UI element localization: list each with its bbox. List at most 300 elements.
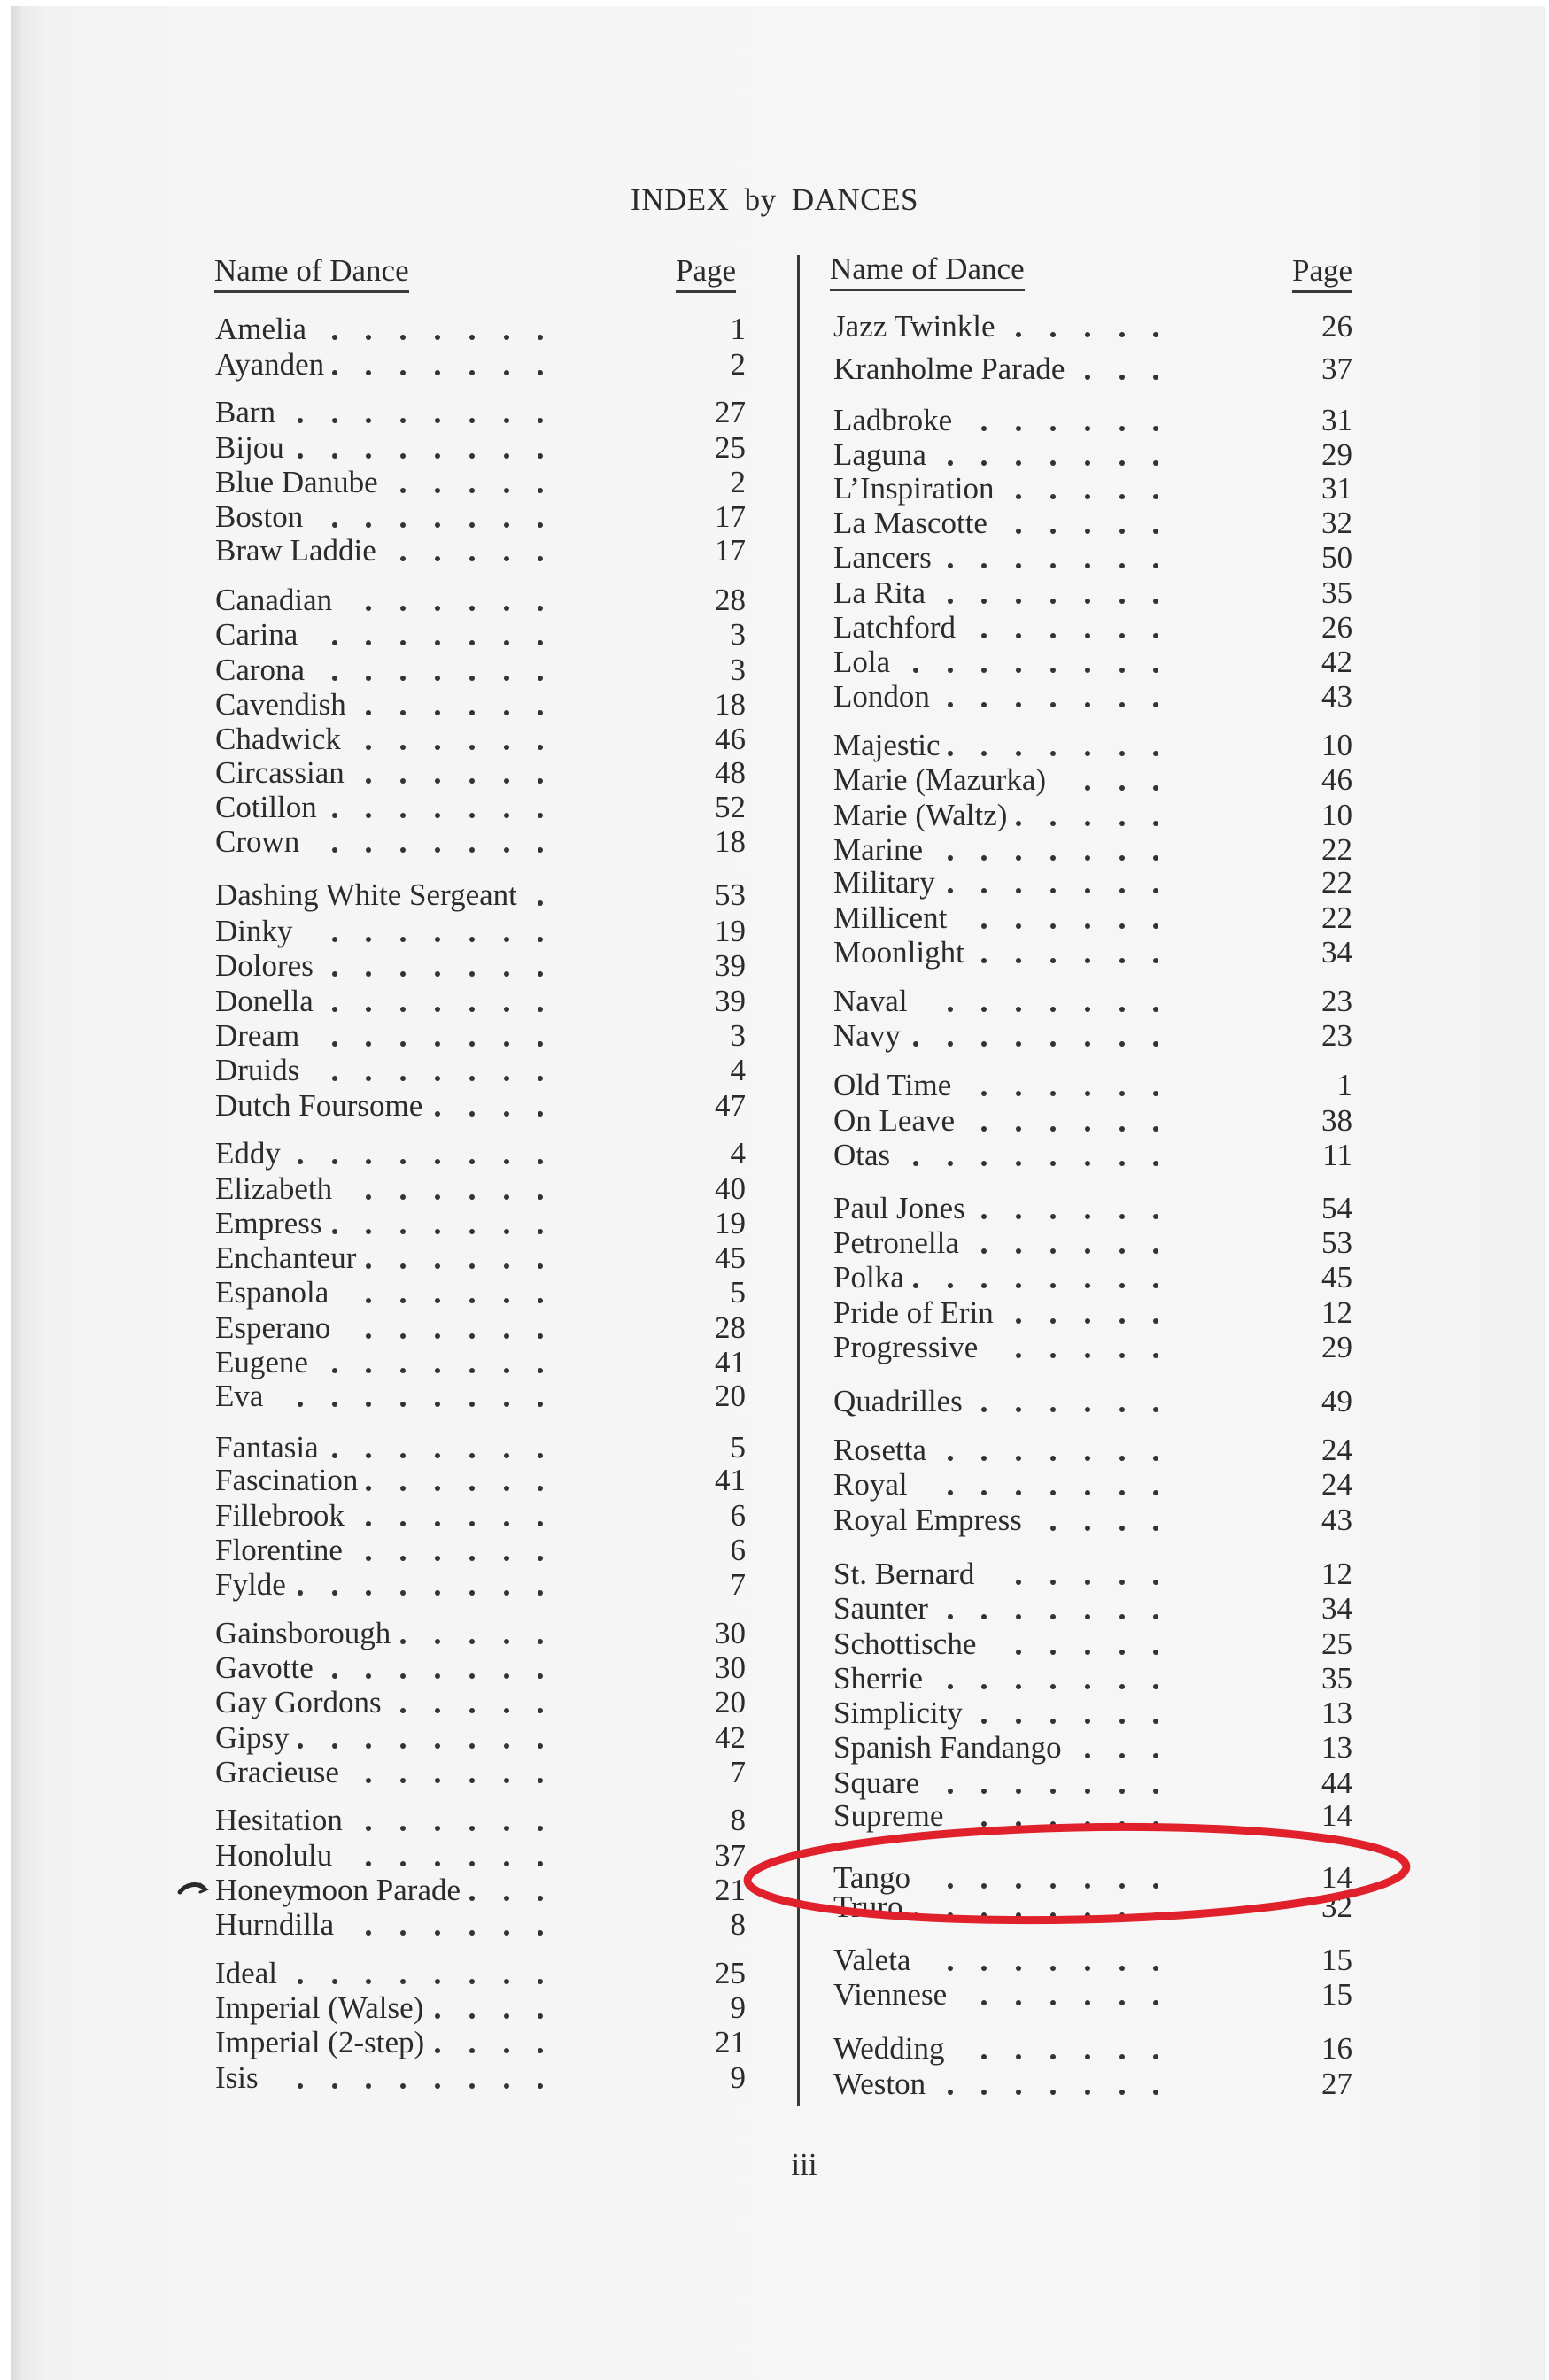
leader-dot <box>400 453 406 459</box>
leader-dot <box>1016 855 1021 861</box>
leader-dot <box>366 710 371 715</box>
leader-dot <box>469 1402 475 1407</box>
index-entry <box>215 687 746 722</box>
page-number-value: 14 <box>1321 1860 1352 1895</box>
leader-dot <box>1085 1161 1090 1166</box>
leader-dot <box>366 1298 371 1303</box>
page-number-value: 24 <box>1321 1433 1352 1467</box>
page-number-value: 5 <box>730 1275 746 1310</box>
leader-dot <box>469 1007 475 1012</box>
page-number-value: 6 <box>730 1498 746 1533</box>
dance-name: L’Inspiration <box>833 471 995 506</box>
leader-dot <box>435 335 440 340</box>
leader-dot <box>469 2013 475 2019</box>
leader-dot <box>469 1333 475 1339</box>
leader-dot <box>1119 1789 1125 1794</box>
leader-dot <box>1085 2000 1090 2005</box>
leader-dot <box>948 1456 953 1461</box>
page-number-value: 28 <box>715 583 746 617</box>
leader-dot <box>1050 1091 1056 1096</box>
leader-dot <box>1153 1614 1158 1619</box>
leader-dot <box>400 813 406 818</box>
leader-dot <box>538 488 543 493</box>
leader-dot <box>1153 375 1158 380</box>
leader-dot <box>1016 426 1021 431</box>
leader-dot <box>1085 529 1090 534</box>
leader-dot <box>332 1590 337 1596</box>
leader-dot <box>1050 460 1056 466</box>
leader-dot <box>1119 1753 1125 1758</box>
leader-dot <box>400 1979 406 1984</box>
leader-dot <box>400 1486 406 1491</box>
leader-dot <box>400 1673 406 1679</box>
leader-dot <box>298 1590 303 1596</box>
leader-dot <box>538 1453 543 1458</box>
leader-dot <box>469 2048 475 2053</box>
index-entry <box>833 1467 1352 1503</box>
leader-dot <box>332 1673 337 1679</box>
page-number-value: 46 <box>715 722 746 756</box>
leader-dot <box>981 1966 987 1971</box>
leader-dot <box>435 370 440 375</box>
leader-dot <box>1050 888 1056 893</box>
dance-name: Otas <box>833 1138 891 1172</box>
dance-name: Ladbroke <box>833 403 953 437</box>
leader-dot <box>1085 460 1090 466</box>
leader-dot <box>1085 855 1090 861</box>
leader-dot <box>538 1673 543 1679</box>
page-number-value: 42 <box>715 1720 746 1755</box>
leader-dot <box>1153 1456 1158 1461</box>
page-number-value: 27 <box>715 395 746 429</box>
leader-dot <box>504 1708 509 1713</box>
leader-dot <box>469 1778 475 1783</box>
page-number-value: 41 <box>715 1463 746 1497</box>
leader-dot <box>1153 702 1158 707</box>
leader-dot <box>400 335 406 340</box>
leader-dot <box>1085 1126 1090 1132</box>
leader-dot <box>1050 1407 1056 1412</box>
leader-dot <box>435 1861 440 1866</box>
leader-dot <box>1016 1353 1021 1358</box>
leader-dot <box>1153 821 1158 826</box>
leader-dot <box>400 606 406 611</box>
index-entry <box>215 1345 746 1380</box>
leader-dot <box>1119 1283 1125 1288</box>
leader-dot <box>435 418 440 423</box>
leader-dot <box>435 1590 440 1596</box>
dance-name: Weston <box>833 2067 926 2101</box>
leader-dot <box>366 745 371 750</box>
dance-name: Military <box>833 865 935 900</box>
leader-dot <box>400 710 406 715</box>
leader-dot <box>1153 426 1158 431</box>
leader-dot <box>1119 668 1125 673</box>
leader-dot <box>948 751 953 756</box>
leader-dot <box>469 606 475 611</box>
dance-name: Kranholme Parade <box>833 352 1065 386</box>
dance-name: Dutch Foursome <box>215 1088 423 1123</box>
leader-dot <box>981 751 987 756</box>
leader-dot <box>504 2048 509 2053</box>
leader-dot <box>538 1896 543 1901</box>
dance-name: Rosetta <box>833 1433 926 1467</box>
leader-dot <box>298 1979 303 1984</box>
page-number-value: 13 <box>1321 1696 1352 1730</box>
leader-dot <box>538 1111 543 1117</box>
leader-dot <box>981 1614 987 1619</box>
leader-dot <box>1050 958 1056 963</box>
leader-dot <box>948 855 953 861</box>
page-number-value: 20 <box>715 1379 746 1413</box>
dance-name: Donella <box>215 984 314 1018</box>
page-number-value: 27 <box>1321 2067 1352 2101</box>
leader-dot <box>435 937 440 942</box>
page-number-value: 22 <box>1321 832 1352 867</box>
dance-name: Marie (Mazurka) <box>833 762 1047 797</box>
leader-dot <box>1153 785 1158 791</box>
leader-dot <box>435 676 440 681</box>
page-number-value: 17 <box>715 533 746 568</box>
leader-dot <box>1050 1353 1056 1358</box>
leader-dot <box>435 1826 440 1831</box>
leader-dot <box>1153 855 1158 861</box>
dance-name: Honeymoon Parade <box>215 1873 461 1907</box>
leader-dot <box>332 640 337 645</box>
index-entry <box>833 309 1352 344</box>
leader-dot <box>1119 1719 1125 1724</box>
leader-dot <box>1050 668 1056 673</box>
leader-dot <box>1153 599 1158 604</box>
leader-dot <box>1016 494 1021 499</box>
leader-dot <box>1016 1912 1021 1918</box>
leader-dot <box>400 1007 406 1012</box>
page-number-value: 5 <box>730 1430 746 1464</box>
leader-dot <box>1119 633 1125 638</box>
leader-dot <box>504 1896 509 1901</box>
leader-dot <box>1016 1789 1021 1794</box>
leader-dot <box>1085 1091 1090 1096</box>
index-entry <box>215 1206 746 1241</box>
leader-dot <box>1085 1007 1090 1012</box>
left-name-header: Name of Dance <box>214 253 409 293</box>
leader-dot <box>538 1556 543 1561</box>
leader-dot <box>435 1453 440 1458</box>
leader-dot <box>400 1930 406 1936</box>
page-number-value: 22 <box>1321 865 1352 900</box>
leader-dot <box>504 1453 509 1458</box>
leader-dot <box>1153 1041 1158 1047</box>
index-entry <box>833 1295 1352 1331</box>
leader-dot <box>1119 2054 1125 2059</box>
leader-dot <box>504 1673 509 1679</box>
leader-dot <box>332 1159 337 1164</box>
leader-dot <box>504 1590 509 1596</box>
dance-name: Fillebrook <box>215 1498 345 1533</box>
leader-dot <box>1085 1912 1090 1918</box>
index-entry <box>215 1463 746 1498</box>
index-entry <box>833 984 1352 1019</box>
leader-dot <box>469 1368 475 1373</box>
leader-dot <box>538 1639 543 1644</box>
leader-dot <box>504 1298 509 1303</box>
dance-name: Blue Danube <box>215 465 378 499</box>
page-number-value: 15 <box>1321 1977 1352 2012</box>
page-number-value: 20 <box>715 1685 746 1719</box>
dance-name: Majestic <box>833 728 941 762</box>
leader-dot <box>1050 1719 1056 1724</box>
leader-dot <box>435 813 440 818</box>
leader-dot <box>1119 702 1125 707</box>
leader-dot <box>469 335 475 340</box>
leader-dot <box>400 1159 406 1164</box>
leader-dot <box>1119 2000 1125 2005</box>
index-entry <box>215 1838 746 1874</box>
page-number-value: 34 <box>1321 1591 1352 1626</box>
leader-dot <box>1119 529 1125 534</box>
page-number-value: 25 <box>1321 1627 1352 1661</box>
leader-dot <box>469 847 475 853</box>
leader-dot <box>913 668 918 673</box>
leader-dot <box>400 971 406 977</box>
page-number-value: 1 <box>1336 1068 1352 1102</box>
dance-name: Enchanteur <box>215 1240 357 1275</box>
leader-dot <box>1050 1821 1056 1827</box>
dance-name: Quadrilles <box>833 1384 963 1418</box>
leader-dot <box>1153 1126 1158 1132</box>
leader-dot <box>1050 1007 1056 1012</box>
index-entry <box>215 653 746 688</box>
index-entry <box>215 1755 746 1790</box>
index-entry <box>215 395 746 430</box>
leader-dot <box>504 1743 509 1749</box>
leader-dot <box>400 1590 406 1596</box>
leader-dot <box>1085 2090 1090 2095</box>
leader-dot <box>1050 426 1056 431</box>
leader-dot <box>1016 1041 1021 1047</box>
leader-dot <box>504 1486 509 1491</box>
leader-dot <box>400 1521 406 1526</box>
leader-dot <box>1153 1883 1158 1889</box>
leader-dot <box>332 1402 337 1407</box>
leader-dot <box>1153 751 1158 756</box>
leader-dot <box>1016 1091 1021 1096</box>
page-number-value: 15 <box>1321 1943 1352 1977</box>
dance-name: Barn <box>215 395 276 429</box>
leader-dot <box>981 888 987 893</box>
leader-dot <box>981 1684 987 1689</box>
leader-dot <box>332 370 337 375</box>
leader-dot <box>469 1263 475 1269</box>
index-entry <box>215 1685 746 1720</box>
leader-dot <box>538 556 543 561</box>
index-entry <box>833 1433 1352 1468</box>
leader-dot <box>400 556 406 561</box>
leader-dot <box>1016 1614 1021 1619</box>
leader-dot <box>400 1453 406 1458</box>
leader-dot <box>1085 1719 1090 1724</box>
index-entry <box>215 1907 746 1943</box>
dance-name: Valeta <box>833 1943 911 1977</box>
dance-name: Polka <box>833 1260 904 1294</box>
leader-dot <box>538 1229 543 1234</box>
page-number-value: 30 <box>715 1650 746 1685</box>
index-entry <box>215 1990 746 2026</box>
page-number-value: 30 <box>715 1616 746 1650</box>
leader-dot <box>469 1639 475 1644</box>
leader-dot <box>1016 599 1021 604</box>
leader-dot <box>332 847 337 853</box>
leader-dot <box>1085 1821 1090 1827</box>
leader-dot <box>1050 1789 1056 1794</box>
dance-name: Hesitation <box>215 1803 343 1837</box>
dance-name: Dinky <box>215 914 293 948</box>
index-entry <box>215 1720 746 1756</box>
leader-dot <box>538 2013 543 2019</box>
leader-dot <box>504 606 509 611</box>
leader-dot <box>1085 958 1090 963</box>
page-number-value: 54 <box>1321 1191 1352 1225</box>
leader-dot <box>1085 702 1090 707</box>
leader-dot <box>435 640 440 645</box>
page-number-value: 4 <box>730 1136 746 1171</box>
leader-dot <box>981 923 987 929</box>
leader-dot <box>400 1778 406 1783</box>
leader-dot <box>1119 1407 1125 1412</box>
leader-dot <box>1016 1966 1021 1971</box>
leader-dot <box>1119 1318 1125 1324</box>
leader-dot <box>1153 1353 1158 1358</box>
dance-name: Gay Gordons <box>215 1685 382 1719</box>
dance-name: Gainsborough <box>215 1616 391 1650</box>
leader-dot <box>435 1229 440 1234</box>
index-entry <box>215 1873 746 1908</box>
dance-name: Moonlight <box>833 935 964 970</box>
index-entry <box>833 1591 1352 1627</box>
index-entry <box>833 2067 1352 2102</box>
leader-dot <box>538 813 543 818</box>
page-number-value: 31 <box>1321 471 1352 506</box>
leader-dot <box>469 556 475 561</box>
index-entry <box>833 1798 1352 1834</box>
leader-dot <box>1050 923 1056 929</box>
leader-dot <box>981 1248 987 1254</box>
leader-dot <box>366 606 371 611</box>
leader-dot <box>469 488 475 493</box>
dance-name: Carona <box>215 653 306 687</box>
leader-dot <box>435 1743 440 1749</box>
dance-name: La Mascotte <box>833 506 987 540</box>
leader-dot <box>400 1708 406 1713</box>
leader-dot <box>538 1708 543 1713</box>
leader-dot <box>332 522 337 528</box>
leader-dot <box>469 1708 475 1713</box>
leader-dot <box>1050 1650 1056 1655</box>
page-number-value: 24 <box>1321 1467 1352 1502</box>
leader-dot <box>1153 332 1158 337</box>
leader-dot <box>469 710 475 715</box>
leader-dot <box>538 676 543 681</box>
page-number-value: 3 <box>730 653 746 687</box>
leader-dot <box>1085 785 1090 791</box>
leader-dot <box>504 1263 509 1269</box>
dance-name: Hurndilla <box>215 1907 335 1942</box>
leader-dot <box>435 1194 440 1200</box>
leader-dot <box>1016 633 1021 638</box>
leader-dot <box>332 1076 337 1081</box>
page-number-value: 37 <box>1321 352 1352 386</box>
page-number-value: 7 <box>730 1567 746 1602</box>
leader-dot <box>504 971 509 977</box>
leader-dot <box>1153 888 1158 893</box>
leader-dot <box>400 1368 406 1373</box>
dance-name: Royal <box>833 1467 908 1502</box>
leader-dot <box>1050 702 1056 707</box>
leader-dot <box>538 1298 543 1303</box>
leader-dot <box>1119 958 1125 963</box>
leader-dot <box>366 335 371 340</box>
leader-dot <box>332 418 337 423</box>
leader-dot <box>504 1229 509 1234</box>
leader-dot <box>298 418 303 423</box>
leader-dot <box>435 1159 440 1164</box>
index-entry <box>833 1696 1352 1731</box>
leader-dot <box>981 1283 987 1288</box>
page-number-value: 26 <box>1321 309 1352 344</box>
leader-dot <box>435 1930 440 1936</box>
leader-dot <box>1016 702 1021 707</box>
dance-name: Old Time <box>833 1068 952 1102</box>
leader-dot <box>1050 563 1056 568</box>
leader-dot <box>1085 1490 1090 1495</box>
leader-dot <box>435 1007 440 1012</box>
leader-dot <box>504 556 509 561</box>
leader-dot <box>366 1486 371 1491</box>
leader-dot <box>948 702 953 707</box>
page-number-value: 23 <box>1321 1018 1352 1053</box>
leader-dot <box>1153 2054 1158 2059</box>
index-entry <box>215 1616 746 1651</box>
leader-dot <box>366 370 371 375</box>
page-number-value: 32 <box>1321 1889 1352 1924</box>
leader-dot <box>981 426 987 431</box>
leader-dot <box>400 488 406 493</box>
leader-dot <box>981 563 987 568</box>
leader-dot <box>913 1912 918 1918</box>
index-entry <box>833 1766 1352 1801</box>
leader-dot <box>469 1111 475 1117</box>
page-title: INDEX by DANCES <box>631 182 918 217</box>
leader-dot <box>981 1091 987 1096</box>
dance-name: Ayanden <box>215 347 325 382</box>
dance-name: Eugene <box>215 1345 308 1379</box>
leader-dot <box>1153 1091 1158 1096</box>
leader-dot <box>1119 1614 1125 1619</box>
leader-dot <box>469 2083 475 2089</box>
leader-dot <box>504 1639 509 1644</box>
leader-dot <box>1016 1214 1021 1219</box>
leader-dot <box>469 745 475 750</box>
dance-name: On Leave <box>833 1103 956 1138</box>
leader-dot <box>400 745 406 750</box>
leader-dot <box>400 1333 406 1339</box>
page-number-value: 4 <box>730 1053 746 1087</box>
leader-dot <box>981 2000 987 2005</box>
leader-dot <box>469 1556 475 1561</box>
leader-dot <box>538 778 543 784</box>
leader-dot <box>1050 1318 1056 1324</box>
page-number-value: 16 <box>1321 2031 1352 2066</box>
